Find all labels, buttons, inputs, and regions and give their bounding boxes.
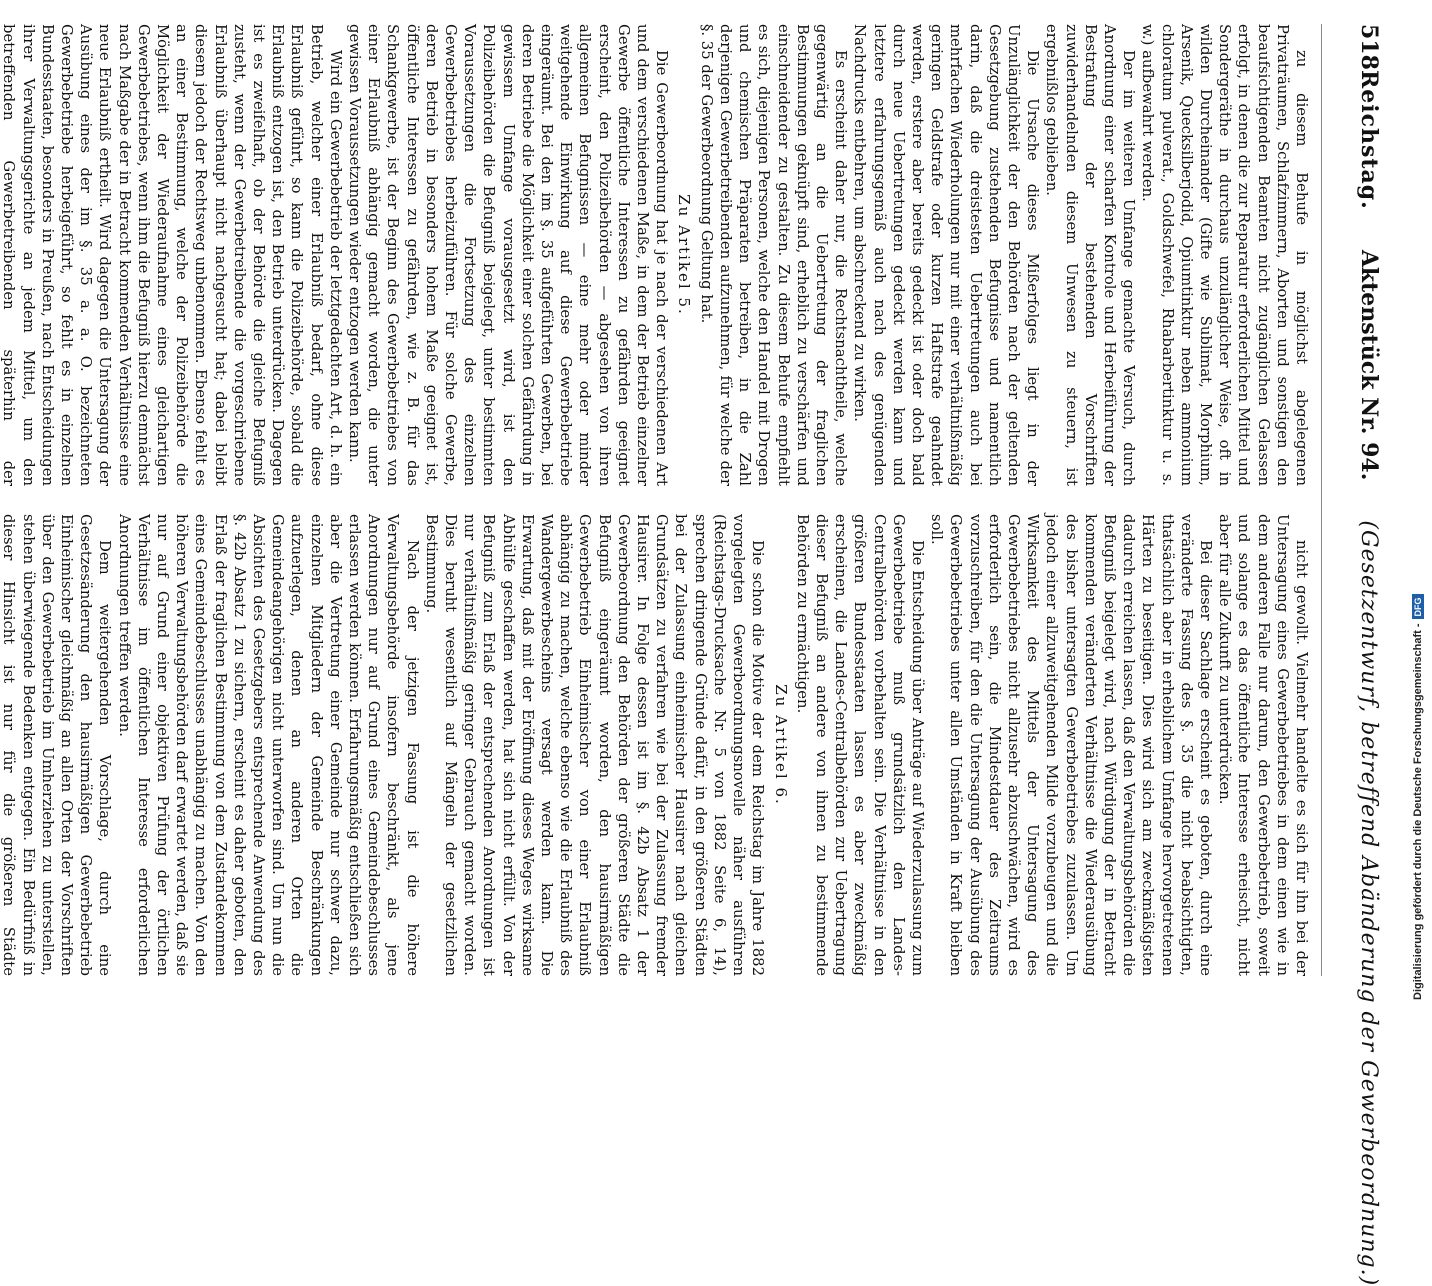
document-subject: (Gesetzentwurf, betreffend Abänderung der Gewerbeordnung.) bbox=[1356, 520, 1381, 1286]
paragraph: Die Entscheidung über Anträge auf Wiederzulassung zum Gewerbebetriebe muß grundsätzlich den Landes-Centralbehörden vorbehalten sein. Die Verhältnisse in den größeren Bundesstaaten lassen es aber zweckmäßig erscheinen, die Landes-Centralbehörden zur Uebertragung dieser Befugniß an andere von ihnen zu bestimmende Behörden zu ermächtigen. bbox=[793, 514, 926, 976]
paragraph: Der im weiteren Umfange gemachte Versuch, durch Anordnung einer scharfen Kontrole und Herbeiführung der Bestrafung der bestehenden Vorschriften zuwiderhandelnden diesem Unwesen zu steuern, ist ergebnißlos geblieben. bbox=[1043, 24, 1138, 486]
page-header bbox=[1321, 24, 1382, 1286]
document-number: Aktenstück Nr. 94. bbox=[1356, 249, 1382, 481]
paragraph: Die Ursache dieses Mißerfolges liegt in der Unzulänglichkeit der den Behörden nach der geltenden Gesetzgebung zustehenden Befugnisse und namentlich darin, daß die dreistesten Uebertretungen auch bei mehrfachen Wiederholungen nur mit einer verhältnißmäßig geringen Geldstrafe oder kurzen Haftstrafe geahndet werden, erstere aber bereits gedeckt ist oder doch bald durch neue Uebertretungen gedeckt werden kann und letztere erfahrungsgemäß auch nach des genügenden Nachdrucks entbehren, um abschreckend zu wirken. bbox=[851, 24, 1042, 486]
credit-text: Digitalisierung gefördert durch die Deutsche Forschungsgemeinschaft - bbox=[1412, 623, 1424, 1000]
paragraph: Nach der jetzigen Fassung ist die höhere Verwaltungsbehörde insofern beschränkt, als jene Anordnungen nur auf Grund eines Gemeindebeschlusses erlassen werden können. Erfahrungsmäßig entschließen sich aber die Vertretung einer Gemeinde nur schwer dazu, einzelnen Mitgliedern der Gemeinde Beschränkungen aufzuerlegen, denen an anderen Orten die Gemeindeangehörigen nicht unterworfen sind. Um nun die Absichten des Gesetzgebers entsprechende Anwendung des §. 42b Absatz 1 zu sichern, erscheint es daher geboten, den Erlaß der fraglichen Bestimmung von dem Zustandekommen eines Gemeindebeschlusses unabhängig zu machen. Von den höheren Verwaltungsbehörden darf erwartet werden, daß sie nur auf Grund einer objektiven Prüfung der örtlichen Verhältnisse im öffentlichen Interesse erforderlichen Anordnungen treffen werden. bbox=[115, 514, 421, 976]
paragraph: Bei dieser Sachlage erscheint es geboten, durch eine veränderte Fassung des §. 35 die nicht beabsichtigten, thatsächlich aber in erheblichem Umfange hervorgetretenen Härten zu beseitigen. Dies wird sich am zweckmäßigsten dadurch erreichen lassen, daß den Verwaltungsbehörden die Befugniß beigelegt wird, nach Würdigung der in Betracht kommenden veränderten Verhältnisse die Wiederausübung des bisher untersagten Gewerbebetriebes zuzulassen. Um jedoch einer allzuweitgehenden Milde vorzubeugen und die Wirksamkeit des Mittels der Untersagung des Gewerbebetriebes nicht allzusehr abzuschwächen, wird es erforderlich sein, die Mindestdauer des Zeitraums vorzuschreiben, für den die Untersagung der Ausübung des Gewerbebetriebes unter allen Umständen in Kraft bleiben soll. bbox=[928, 514, 1214, 976]
section-heading: Zu Artikel 5. bbox=[675, 194, 694, 316]
page-number: 518 bbox=[1356, 24, 1382, 70]
digitization-credit bbox=[1408, 0, 1428, 1000]
publication-title: Reichstag. bbox=[1356, 69, 1382, 210]
paragraph: nicht gewollt. Vielmehr handelte es sich für ihn bei der Untersagung eines Gewerbebetriebes in dem einen wie in dem anderen Falle nur darum, den Gewerbebetrieb, soweit und solange es das öffentliche Interesse erheischt, nicht aber für alle Zukunft zu unterdrücken. bbox=[1216, 514, 1310, 976]
text-column-left bbox=[0, 24, 1311, 486]
text-column-right bbox=[0, 514, 1311, 976]
paragraph: Es erscheint daher nur, die Rechtsnachtheile, welche gegenwärtig an die Uebertretung der fraglichen Bestimmungen geknüpft sind, erheblich zu verschärfen und einschneidender zu gestalten. Zu diesem Behufe empfiehlt es sich, diejenigen Personen, welche den Handel mit Drogen und chemischen Präparaten betreiben, in die Zahl derjenigen Gewerbetreibenden aufzunehmen, für welche der §. 35 der Gewerbeordnung Geltung hat. bbox=[697, 24, 850, 486]
paragraph: Die Gewerbeordnung hat je nach der verschiedenen Art und dem verschiedenen Maße, in dem der Betrieb einzelner Gewerbe öffentliche Interessen zu gefährden geeignet erscheint, den Polizeibehörden — abgesehen von ihren allgemeinen Befugnissen — eine mehr oder minder weitgehende Einwirkung auf diese Gewerbebetriebe eingeräumt. Bei den im §. 35 aufgeführten Gewerben, bei deren Betriebe die Möglichkeit einer solchen Gefährdung in gewissem Umfange vorausgesetzt wird, ist den Polizeibehörden die Befugniß beigelegt, unter bestimmten Voraussetzungen die Fortsetzung des einzelnen Gewerbebetriebes herbeizuführen. Für solche Gewerbe, deren Betrieb in besonders hohem Maße geeignet ist, öffentliche Interessen zu gefährden, wie z. B. für das Schankgewerbe, ist der Beginn des Gewerbebetriebes von einer Erlaubniß abhängig gemacht worden, die unter gewissen Voraussetzungen wieder entzogen werden kann. bbox=[346, 24, 671, 486]
section-heading: Zu Artikel 6. bbox=[771, 684, 790, 806]
dfg-logo: DFG bbox=[1412, 594, 1424, 619]
paragraph: zu diesem Behufe in möglichst abgelegenen Privaträumen, Schlafzimmern, Aborten und sonstigen den beaufsichtigenden Beamten nicht zugänglichen Gelassen erfolgt, in denen die zur Reparatur erforderlichen Mittel und Sondergeräthe in durchaus unzulänglicher Weise, oft in wilden Durcheinander (Gifte wie Sublimat, Morphium, Arsenik, Quecksilberjodid, Opiumtinktur neben ammonium chloratum pulverat., Goldschwefel, Rhabarbertinktur u. s. w.) aufbewahrt werden. bbox=[1139, 24, 1310, 486]
text-columns bbox=[0, 24, 1321, 976]
paragraph: Wird ein Gewerbebetrieb der letztgedachten Art, d. h. ein Betrieb, welcher einer Erlaubniß bedarf, ohne diese Erlaubniß geführt, so kann die Polizeibehörde, sobald die Erlaubniß entzogen ist, den Betrieb unterdrücken. Dagegen ist es zweifelhaft, ob der Behörde die gleiche Befugniß zusteht, wenn der Gewerbetreibende die vorgeschriebene Erlaubniß überhaupt nicht nachgesucht hat; dabei bleibt diesem jedoch der Rechtsweg unbenommen. Ebenso fehlt es an einer Bestimmung, welche der Polizeibehörde die Möglichkeit der Wiederaufnahme eines gleichartigen Gewerbebetriebes, wenn ihm die Befugniß hierzu demnächst nach Maßgabe der in Betracht kommenden Verhältnisse eine neue Erlaubniß ertheilt. Wird dagegen die Untersagung der Ausübung eines der im §. 35 a. a. O. bezeichneten Gewerbebetriebe herbeigeführt, so fehlt es in einzelnen Bundesstaaten, besonders in Preußen, nach Entscheidungen ihrer Verwaltungsgerichte an jedem Mittel, um den betreffenden Gewerbetreibenden späterhin der bbox=[0, 24, 344, 486]
paragraph: Dem weitergehenden Vorschlage, durch eine Gesetzesänderung den hausirmäßigen Gewerbebetrieb Einheimischer gleichmäßig an allen Orten der Vorschriften über den Gewerbebetrieb im Umherziehen zu unterstellen, stehen überwiegende Bedenken entgegen. Ein Bedürfniß in dieser Hinsicht ist nur für die größeren Städte bbox=[0, 514, 114, 976]
paragraph: Die schon die Motive der dem Reichstag im Jahre 1882 vorgelegten Gewerbeordnungsnovelle näher ausführen (Reichstags-Drucksache Nr. 5 von 1882 Seite 6, 14), sprechen dringende Gründe dafür, in den größeren Städten bei der Zulassung einheimischer Hausirer nach gleichen Grundsätzen zu verfahren wie bei der Zulassung fremder Hausirer. In Folge dessen ist im §. 42b Absatz 1 der Gewerbeordnung den Behörden der größeren Städte die Befugniß eingeräumt worden, den hausirmäßigen Gewerbebetrieb Einheimischer von einer Erlaubniß abhängig zu machen, welche ebenso wie die Erlaubniß des Wandergewerbescheins versagt werden kann. Die Erwartung, daß mit der Eröffnung dieses Weges wirksame Abhülfe geschaffen werden, hat sich nicht erfüllt. Von der Befugniß zum Erlaß der entsprechenden Anordnungen ist nur verhältnißmäßig geringer Gebrauch gemacht worden. Dies beruht wesentlich auf Mängeln der gesetzlichen Bestimmung. bbox=[422, 514, 767, 976]
